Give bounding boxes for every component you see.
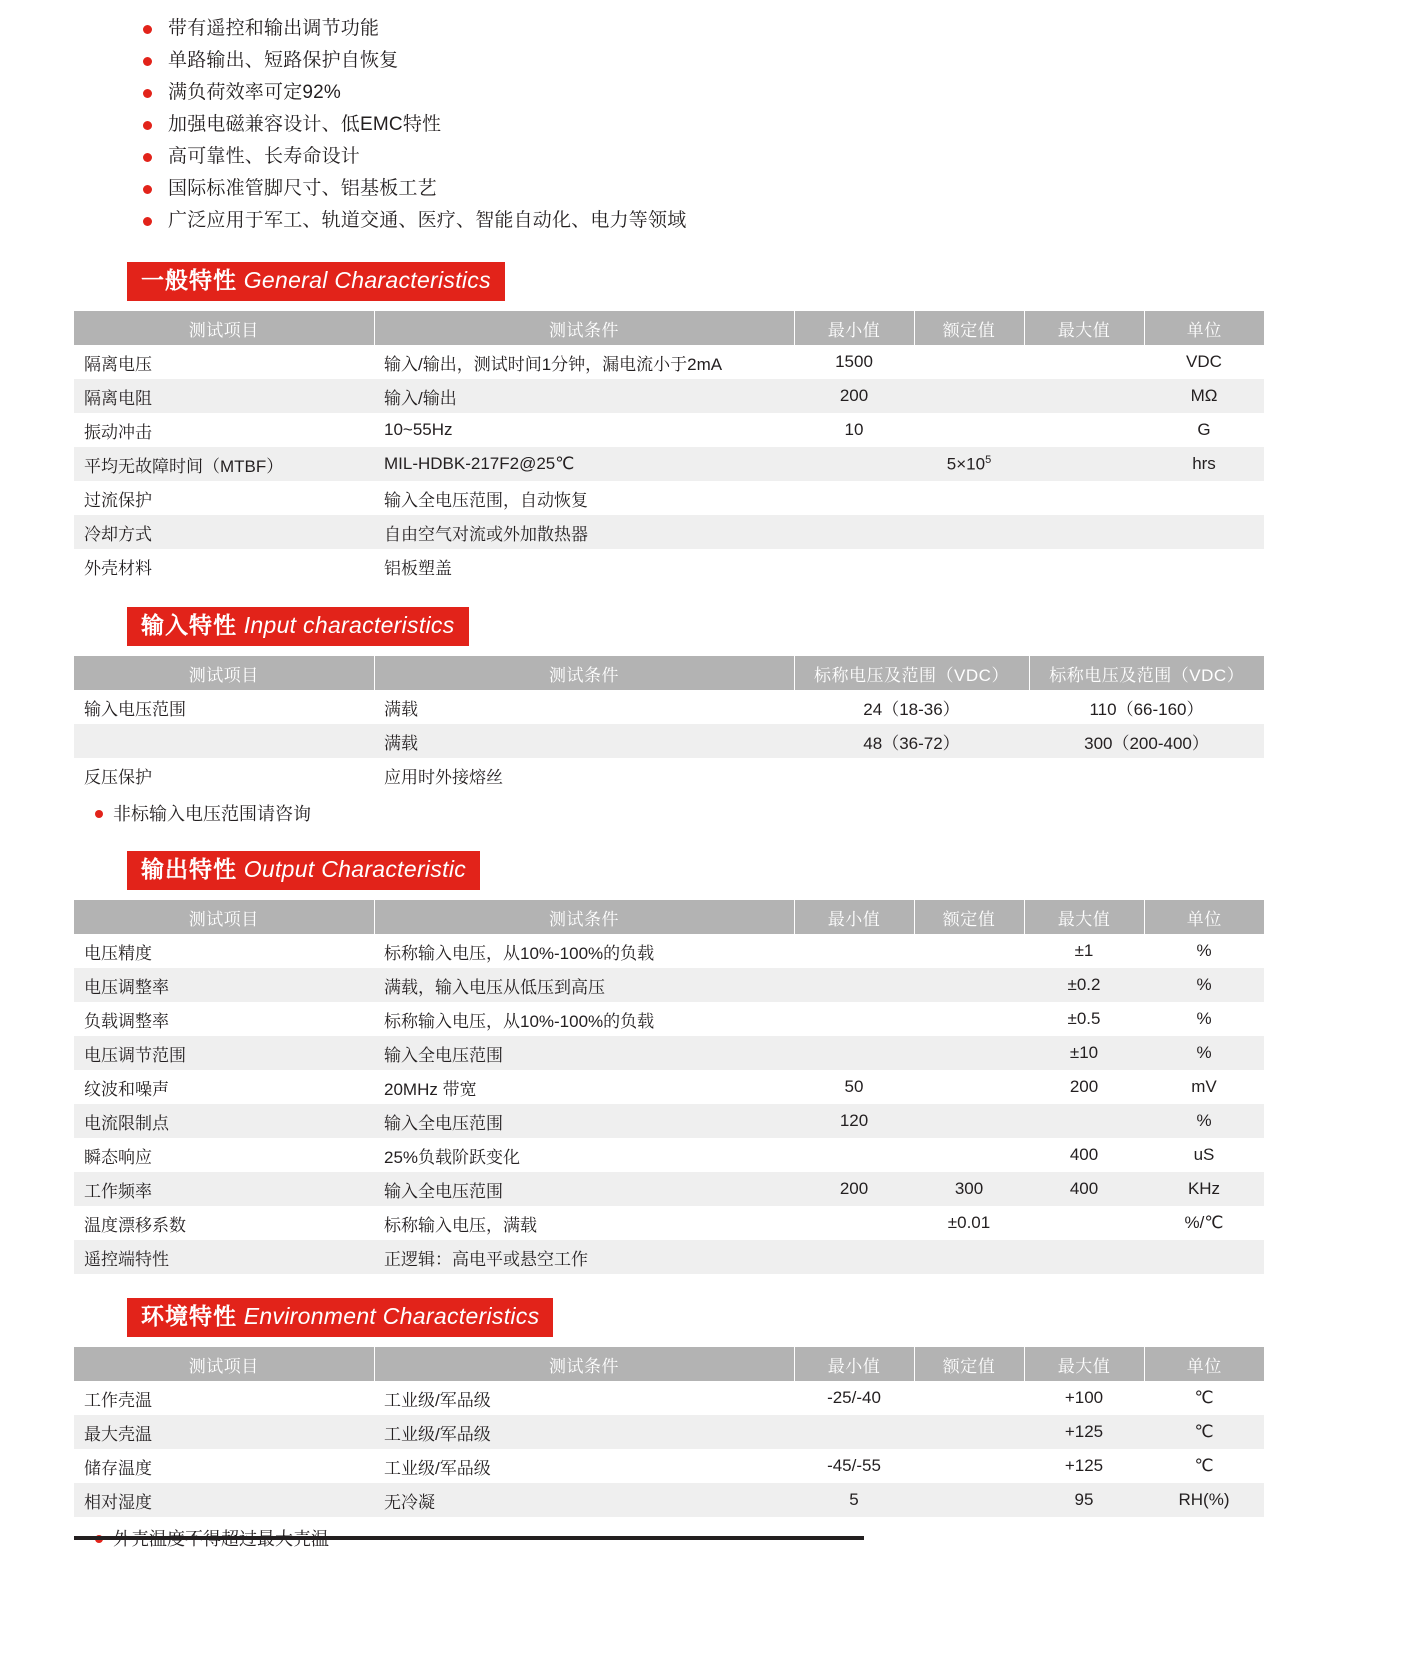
column-header: 最小值 (794, 900, 914, 934)
column-header: 最大值 (1024, 900, 1144, 934)
table-row (74, 1002, 1264, 1036)
cell-min (794, 549, 914, 583)
column-header: 最大值 (1024, 311, 1144, 345)
cell-condition: 标称输入电压，从10%-100%的负载 (384, 1011, 655, 1031)
cell-condition: 满载，输入电压从低压到高压 (384, 977, 605, 997)
cell-typ (914, 1104, 1024, 1138)
cell-max: ±10 (1069, 1043, 1099, 1062)
cell-min: 200 (839, 386, 869, 405)
cell-min: 120 (839, 1111, 869, 1130)
column-header: 测试条件 (374, 311, 794, 345)
table-row (74, 379, 1264, 413)
cell-min (794, 1138, 914, 1172)
column-header: 单位 (1144, 900, 1264, 934)
table-row (74, 345, 1264, 379)
table-row (74, 515, 1264, 549)
table-row (74, 447, 1264, 481)
cell-typ (914, 549, 1024, 583)
cell-condition: 25%负载阶跃变化 (384, 1147, 521, 1167)
table-row (74, 968, 1264, 1002)
table-row (74, 934, 1264, 968)
cell-condition: 20MHz 带宽 (384, 1079, 477, 1099)
cell-typ (914, 515, 1024, 549)
list-item: 高可靠性、长寿命设计 (0, 142, 1413, 172)
table-row (74, 1206, 1264, 1240)
cell-item: 相对湿度 (84, 1492, 152, 1512)
column-header: 额定值 (914, 900, 1024, 934)
mtbf-exponent: 5 (985, 453, 992, 466)
cell-item: 冷却方式 (84, 524, 152, 544)
cell-item: 反压保护 (84, 767, 152, 787)
cell-min (794, 1240, 914, 1274)
section-title-en: Environment Characteristics (243, 1303, 540, 1329)
cell-item: 隔离电压 (84, 354, 152, 374)
column-header: 额定值 (914, 1347, 1024, 1381)
cell-typ (914, 1070, 1024, 1104)
cell-item: 外壳材料 (84, 558, 152, 578)
section-title-en: General Characteristics (243, 267, 491, 293)
cell-typ (914, 1240, 1024, 1274)
section-title-en: Input characteristics (243, 612, 455, 638)
table-header-row (74, 1347, 1264, 1381)
cell-typ (914, 379, 1024, 413)
cell-condition: 正逻辑：高电平或悬空工作 (384, 1249, 588, 1269)
table-row (74, 549, 1264, 583)
cell-unit: % (1196, 1111, 1212, 1130)
cell-unit: RH(%) (1178, 1490, 1230, 1509)
cell-min (794, 447, 914, 481)
cell-unit (1144, 515, 1264, 549)
list-item: 满负荷效率可定92% (0, 78, 1413, 108)
cell-range-high (1029, 758, 1264, 792)
list-item: 国际标准管脚尺寸、铝基板工艺 (0, 174, 1413, 204)
cell-min: 1500 (835, 352, 873, 371)
cell-item: 瞬态响应 (84, 1147, 152, 1167)
cell-unit (1144, 1240, 1264, 1274)
cell-min: -45/-55 (827, 1456, 881, 1475)
cell-typ (914, 1138, 1024, 1172)
cell-min: 10 (844, 420, 864, 439)
cell-max (1024, 549, 1144, 583)
section-heading-input (127, 607, 469, 646)
cell-condition: MIL-HDBK-217F2@25℃ (384, 454, 575, 473)
cell-item: 平均无故障时间（MTBF） (84, 456, 284, 476)
cell-item: 遥控端特性 (84, 1249, 169, 1269)
cell-condition: 应用时外接熔丝 (384, 767, 503, 787)
cell-min (794, 1206, 914, 1240)
column-header: 标称电压及范围（VDC） (794, 656, 1029, 690)
column-header: 标称电压及范围（VDC） (1029, 656, 1264, 690)
cell-min: -25/-40 (827, 1388, 881, 1407)
cell-max (1024, 413, 1144, 447)
cell-range-low: 24（18-36） (863, 699, 960, 719)
cell-unit: mV (1191, 1077, 1217, 1096)
section-title-cn: 输入特性 (141, 612, 237, 638)
cell-max (1024, 1206, 1144, 1240)
feature-list (0, 0, 1413, 236)
cell-condition: 铝板塑盖 (384, 558, 452, 578)
table-row (74, 1138, 1264, 1172)
cell-unit: % (1196, 1043, 1212, 1062)
cell-item: 电压调整率 (84, 977, 169, 997)
cell-item: 负载调整率 (84, 1011, 169, 1031)
cell-max (1024, 447, 1144, 481)
cell-item: 电压精度 (84, 943, 152, 963)
output-characteristics-table (74, 900, 1264, 1274)
column-header: 测试条件 (374, 656, 794, 690)
cell-max: ±0.5 (1067, 1009, 1101, 1028)
cell-typ (914, 345, 1024, 379)
section-title-cn: 环境特性 (141, 1303, 237, 1329)
cell-condition: 输入全电压范围 (384, 1181, 503, 1201)
cell-max: +125 (1064, 1422, 1104, 1441)
cell-typ (914, 1415, 1024, 1449)
cell-item (74, 724, 374, 758)
cell-item: 电压调节范围 (84, 1045, 186, 1065)
cell-unit: VDC (1186, 352, 1222, 371)
cell-unit: ℃ (1194, 1422, 1214, 1441)
list-item: 单路输出、短路保护自恢复 (0, 46, 1413, 76)
table-row (74, 1104, 1264, 1138)
cell-typ (914, 1483, 1024, 1517)
cell-min (794, 481, 914, 515)
cell-range-low: 48（36-72） (863, 733, 960, 753)
column-header: 单位 (1144, 1347, 1264, 1381)
section-title-cn: 输出特性 (141, 856, 237, 882)
column-header: 最大值 (1024, 1347, 1144, 1381)
cell-condition: 标称输入电压，满载 (384, 1215, 537, 1235)
table-row (74, 1415, 1264, 1449)
section-title-en: Output Characteristic (243, 856, 467, 882)
table-row (74, 1381, 1264, 1415)
table-row (74, 413, 1264, 447)
cell-condition: 输入全电压范围，自动恢复 (384, 490, 588, 510)
cell-max (1024, 379, 1144, 413)
cell-item: 储存温度 (84, 1458, 152, 1478)
table-row (74, 481, 1264, 515)
cell-typ (914, 1002, 1024, 1036)
cell-item: 纹波和噪声 (84, 1079, 169, 1099)
table-row (74, 1449, 1264, 1483)
input-characteristics-table (74, 656, 1264, 792)
cell-min (794, 515, 914, 549)
cell-unit: G (1197, 420, 1211, 439)
cell-typ: $5\times 10^5$ (946, 453, 992, 474)
cell-unit: MΩ (1190, 386, 1218, 405)
cell-condition: 输入全电压范围 (384, 1113, 503, 1133)
cell-item: 最大壳温 (84, 1424, 152, 1444)
cell-min: 5 (849, 1490, 859, 1509)
column-header: 测试项目 (74, 656, 374, 690)
section-heading-output (127, 851, 480, 890)
cell-max (1024, 1104, 1144, 1138)
cell-unit: % (1196, 941, 1212, 960)
cell-max: 200 (1069, 1077, 1099, 1096)
list-item: 带有遥控和输出调节功能 (0, 14, 1413, 44)
cell-condition: 满载 (384, 733, 418, 753)
cell-condition: 工业级/军品级 (384, 1458, 491, 1478)
footer-divider (74, 1536, 864, 1540)
cell-typ (914, 1036, 1024, 1070)
cell-condition: 输入/输出 (384, 388, 457, 408)
cell-unit: % (1196, 975, 1212, 994)
column-header: 测试项目 (74, 1347, 374, 1381)
column-header: 测试条件 (374, 1347, 794, 1381)
cell-condition: 输入/输出，测试时间1分钟，漏电流小于2mA (384, 354, 723, 374)
cell-typ (914, 968, 1024, 1002)
cell-condition: 工业级/军品级 (384, 1424, 491, 1444)
cell-min (794, 968, 914, 1002)
cell-typ (914, 1449, 1024, 1483)
cell-min (794, 1415, 914, 1449)
cell-item: 振动冲击 (84, 422, 152, 442)
cell-condition: 无冷凝 (384, 1492, 435, 1512)
cell-typ: ±0.01 (947, 1213, 991, 1232)
cell-condition: 标称输入电压，从10%-100%的负载 (384, 943, 655, 963)
section-title-cn: 一般特性 (141, 267, 237, 293)
cell-typ: 300 (954, 1179, 984, 1198)
cell-max: 400 (1069, 1179, 1099, 1198)
cell-min (794, 1036, 914, 1070)
table-header-row (74, 311, 1264, 345)
cell-range-low (794, 758, 1029, 792)
column-header: 最小值 (794, 1347, 914, 1381)
list-item: 加强电磁兼容设计、低EMC特性 (0, 110, 1413, 140)
table-row (74, 1172, 1264, 1206)
cell-max (1024, 515, 1144, 549)
cell-max: 95 (1074, 1490, 1094, 1509)
column-header: 单位 (1144, 311, 1264, 345)
cell-min (794, 1002, 914, 1036)
cell-item: 过流保护 (84, 490, 152, 510)
list-item: 广泛应用于军工、轨道交通、医疗、智能自动化、电力等领域 (0, 206, 1413, 236)
cell-min: 50 (844, 1077, 864, 1096)
cell-max (1024, 345, 1144, 379)
cell-unit: ℃ (1194, 1456, 1214, 1475)
column-header: 测试条件 (374, 900, 794, 934)
cell-unit: KHz (1187, 1179, 1221, 1198)
section-heading-environment (127, 1298, 553, 1337)
cell-typ (914, 413, 1024, 447)
column-header: 测试项目 (74, 311, 374, 345)
cell-max: 400 (1069, 1145, 1099, 1164)
cell-max: ±0.2 (1067, 975, 1101, 994)
cell-item: 温度漂移系数 (84, 1215, 186, 1235)
cell-typ (914, 481, 1024, 515)
cell-item: 输入电压范围 (84, 699, 186, 719)
general-characteristics-table (74, 311, 1264, 583)
cell-item: 工作壳温 (84, 1390, 152, 1410)
cell-range-high: 110（66-160） (1089, 699, 1204, 719)
table-row (74, 1483, 1264, 1517)
column-header: 额定值 (914, 311, 1024, 345)
column-header: 测试项目 (74, 900, 374, 934)
table-header-row (74, 656, 1264, 690)
cell-condition: 满载 (384, 699, 418, 719)
cell-unit (1144, 481, 1264, 515)
cell-min: 200 (839, 1179, 869, 1198)
cell-min (794, 934, 914, 968)
cell-unit: uS (1193, 1145, 1215, 1164)
cell-typ (914, 934, 1024, 968)
column-header: 最小值 (794, 311, 914, 345)
cell-unit: % (1196, 1009, 1212, 1028)
cell-range-high: 300（200-400） (1084, 733, 1209, 753)
environment-characteristics-table (74, 1347, 1264, 1517)
table-header-row (74, 900, 1264, 934)
cell-typ (914, 1381, 1024, 1415)
cell-unit (1144, 549, 1264, 583)
table-row (74, 724, 1264, 758)
table-row (74, 690, 1264, 724)
cell-condition: 自由空气对流或外加散热器 (384, 524, 588, 544)
cell-condition: 工业级/军品级 (384, 1390, 491, 1410)
input-note: 非标输入电压范围请咨询 (95, 801, 1413, 827)
table-row (74, 758, 1264, 792)
table-row (74, 1036, 1264, 1070)
cell-unit: ℃ (1194, 1388, 1214, 1407)
table-row (74, 1240, 1264, 1274)
cell-item: 电流限制点 (84, 1113, 169, 1133)
cell-max: +100 (1064, 1388, 1104, 1407)
cell-item: 隔离电阻 (84, 388, 152, 408)
section-heading-general (127, 262, 505, 301)
cell-unit: %/℃ (1184, 1213, 1224, 1232)
table-row (74, 1070, 1264, 1104)
cell-max: +125 (1064, 1456, 1104, 1475)
cell-max: ±1 (1074, 941, 1094, 960)
cell-max (1024, 1240, 1144, 1274)
cell-item: 工作频率 (84, 1181, 152, 1201)
cell-unit: hrs (1192, 454, 1216, 473)
cell-condition: 10~55Hz (384, 420, 453, 439)
cell-max (1024, 481, 1144, 515)
cell-condition: 输入全电压范围 (384, 1045, 503, 1065)
